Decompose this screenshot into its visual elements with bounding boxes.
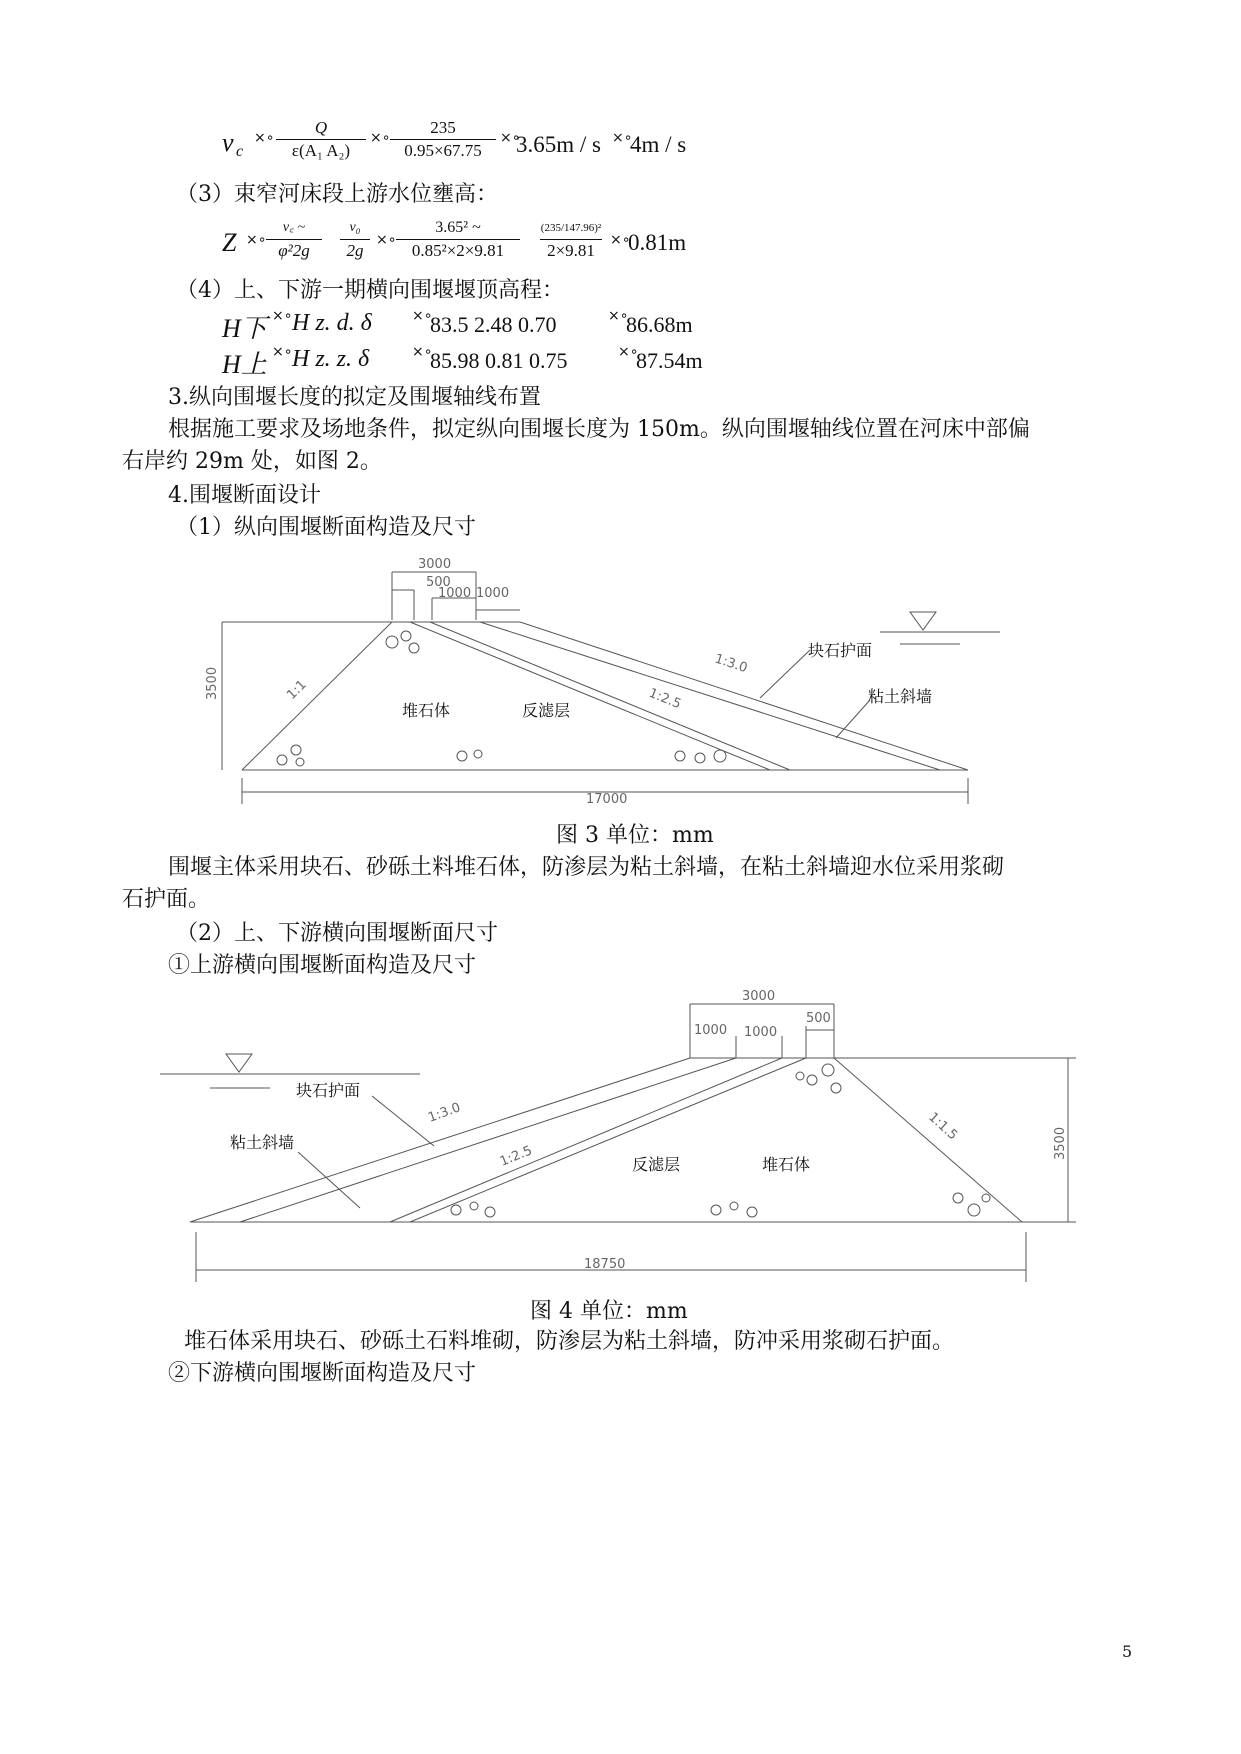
eq-hup-result: 87.54m: [636, 348, 703, 373]
para-fig3-line2: 石护面。: [122, 887, 211, 912]
eq-hup-expr: H z. z. δ: [292, 346, 370, 372]
figure-3-caption: 图 3 单位：mm: [556, 823, 714, 848]
fig4-dim-top: 3000: [742, 989, 776, 1004]
sub2-title: （2）上、下游横向围堰断面尺寸: [176, 921, 498, 946]
fig4-label-riprap: 块石护面: [296, 1081, 361, 1100]
eq-z-frac4: (235/147.96)² 2×9.81: [540, 222, 602, 260]
fig3-label-filter: 反滤层: [522, 701, 571, 720]
eq-z-frac2: v₀ 2g: [340, 218, 370, 261]
eq-vc-op3: ×∘: [500, 130, 521, 146]
eq-hup-op1: ×∘: [272, 344, 293, 360]
eq-vc-result1: 3.65m / s: [516, 132, 601, 157]
fig3-label-rock: 堆石体: [402, 701, 451, 720]
eq-z-result: 0.81m: [628, 230, 687, 255]
eq-hup-op2: ×∘: [412, 344, 433, 360]
eq-vc-op4: ×∘: [612, 130, 633, 146]
eq-vc-sub: c: [236, 143, 244, 160]
fig4-dim-1000b: 1000: [744, 1025, 778, 1040]
fig4-dim-500: 500: [806, 1011, 831, 1026]
eq-vc-lhs: v: [222, 128, 234, 157]
eq-vc-op2: ×∘: [370, 130, 391, 146]
eq-hdown-op2: ×∘: [412, 308, 433, 324]
fig4-slope-mid: 1:2.5: [497, 1143, 535, 1170]
fig3-dim-bottom: 17000: [586, 792, 628, 807]
fig3-dim-top: 3000: [418, 557, 452, 572]
eq-hdown-values: 83.5 2.48 0.70: [430, 312, 557, 337]
fig4-dim-1000a: 1000: [694, 1023, 728, 1038]
fig3-slope-right: 1:3.0: [712, 651, 750, 677]
sub2a-title: ①上游横向围堰断面构造及尺寸: [168, 953, 477, 978]
eq-vc-frac2: 235 0.95×67.75: [390, 118, 496, 161]
section3-para-line1: 根据施工要求及场地条件，拟定纵向围堰长度为 150m。纵向围堰轴线位置在河床中部偏: [168, 417, 1030, 442]
fig4-slope-right: 1:1.5: [925, 1109, 961, 1144]
section3-title: 3.纵向围堰长度的拟定及围堰轴线布置: [168, 385, 541, 410]
fig3-slope-mid: 1:2.5: [646, 685, 684, 713]
step3-title: （3）束窄河床段上游水位壅高：: [176, 182, 498, 207]
fig3-dim-1000a: 1000: [438, 586, 472, 601]
eq-hup-lhs: H上: [222, 350, 267, 379]
para-fig4: 堆石体采用块石、砂砾土石料堆砌，防渗层为粘土斜墙，防冲采用浆砌石护面。: [184, 1329, 955, 1354]
page-number: 5: [1122, 1642, 1133, 1661]
eq-vc-op1: ×∘: [254, 130, 275, 146]
section3-para-line2: 右岸约 29m 处，如图 2。: [122, 449, 382, 474]
fig4-slope-left: 1:3.0: [426, 1100, 463, 1126]
fig4-label-filter: 反滤层: [632, 1155, 681, 1174]
eq-z-op3: ×∘: [610, 232, 631, 248]
fig4-dim-height: 3500: [1053, 1126, 1068, 1160]
eq-z-op2: ×∘: [376, 232, 397, 248]
fig3-dim-1000b: 1000: [476, 586, 510, 601]
eq-hup-values: 85.98 0.81 0.75: [430, 348, 568, 373]
fig3-label-riprap: 块石护面: [808, 641, 873, 660]
sub2b-title: ②下游横向围堰断面构造及尺寸: [168, 1361, 477, 1386]
fig3-slope-left: 1:1: [284, 677, 310, 703]
fig4-dim-bottom: 18750: [584, 1257, 626, 1272]
fig3-dim-500: 500: [426, 575, 451, 590]
fig4-label-clay: 粘土斜墙: [230, 1133, 295, 1152]
eq-z-frac1: v꜀ ~ φ²2g: [266, 218, 322, 261]
eq-hdown-op1: ×∘: [272, 308, 293, 324]
fig4-label-rock: 堆石体: [762, 1155, 811, 1174]
eq-hup-op3: ×∘: [618, 344, 639, 360]
eq-vc-frac1: Q ε(A₁ A₂): [276, 118, 366, 161]
section4-title: 4.围堰断面设计: [168, 483, 321, 508]
eq-z-op1: ×∘: [246, 232, 267, 248]
step4-title: （4）上、下游一期横向围堰堰顶高程：: [176, 278, 564, 303]
eq-z-lhs: Z: [222, 228, 237, 257]
sub1-title: （1）纵向围堰断面构造及尺寸: [176, 515, 476, 540]
eq-hdown-op3: ×∘: [608, 308, 629, 324]
para-fig3-line1: 围堰主体采用块石、砂砾土料堆石体，防渗层为粘土斜墙，在粘土斜墙迎水位采用浆砌: [168, 855, 1005, 880]
eq-hdown-result: 86.68m: [626, 312, 693, 337]
fig3-dim-height: 3500: [205, 666, 220, 700]
eq-hdown-lhs: H下: [222, 314, 267, 343]
fig3-label-clay: 粘土斜墙: [868, 687, 933, 706]
eq-z-frac3: 3.65² ~ 0.85²×2×9.81: [396, 218, 520, 261]
eq-vc-result2: 4m / s: [630, 132, 687, 157]
eq-hdown-expr: H z. d. δ: [292, 310, 372, 336]
figure-4-caption: 图 4 单位：mm: [530, 1299, 688, 1324]
